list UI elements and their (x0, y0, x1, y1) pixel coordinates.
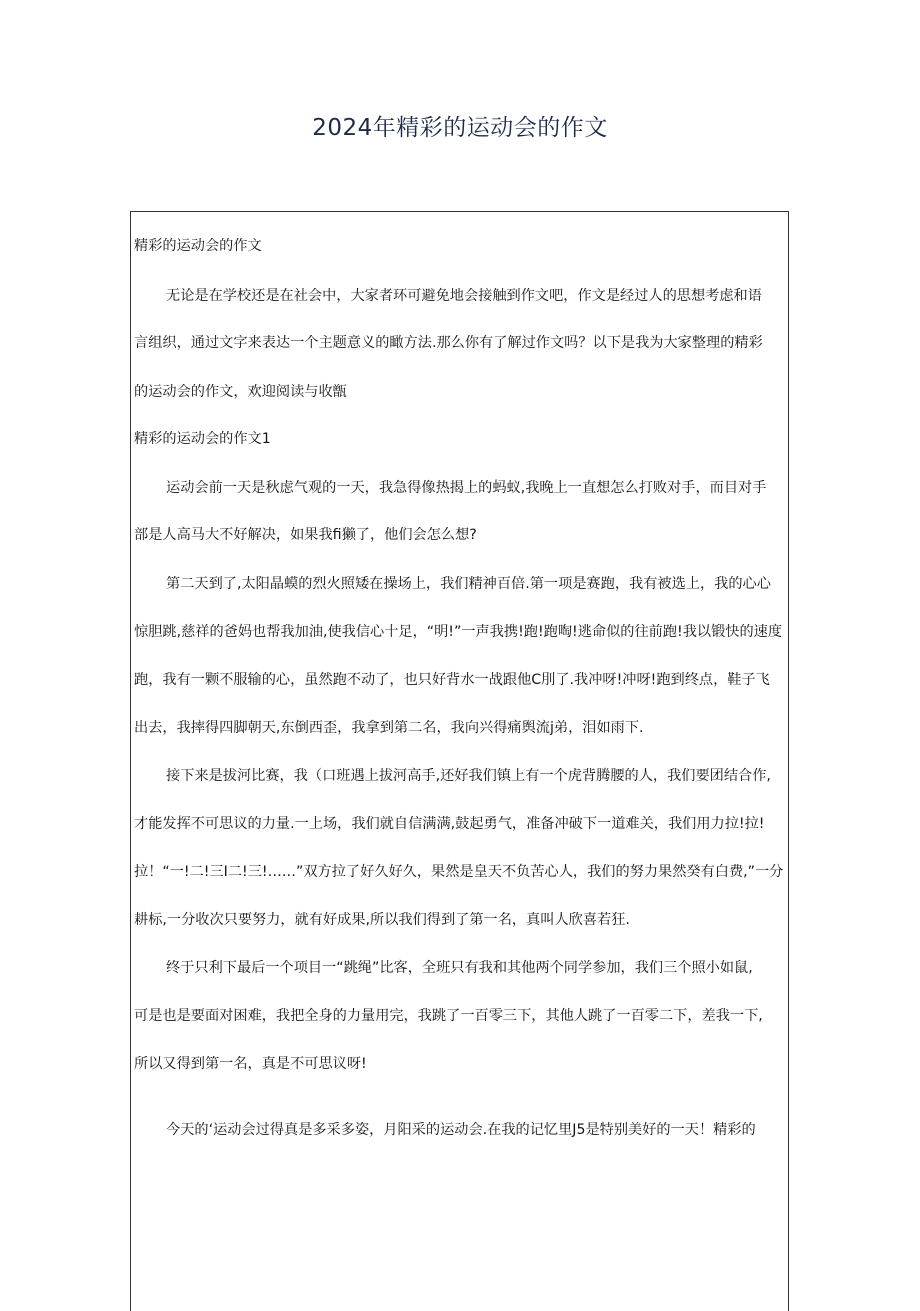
paragraph-line: 第二天到了,太阳晶蟆的烈火照矮在操场上，我们精神百倍.第一项是赛跑，我有被选上，我的心心 (166, 576, 771, 592)
paragraph-line: 运动会前一天是秋虑气观的一天，我急得像热揭上的蚂蚁,我晚上一直想怎么打败对手，而目对手 (166, 480, 767, 496)
paragraph-line: 部是人高马大不好解决，如果我fi獭了，他们会怎么想? (134, 527, 477, 543)
section-heading: 精彩的运动会的作文 (134, 238, 262, 254)
paragraph-line: 终于只利下最后一个项目一“跳绳”比客，全班只有我和其他两个同学参加，我们三个照小如鼠, (166, 960, 753, 976)
content-frame (130, 211, 789, 1311)
paragraph-line: 言组织，通过文字来表达一个主题意义的瞰方法.那么你有了解过作文吗？以下是我为大家整理的精彩 (134, 335, 763, 351)
paragraph-line: 今天的‘运动会过得真是多采多姿，月阳采的运动会.在我的记忆里J5是特别美好的一天！精彩的 (166, 1122, 756, 1138)
paragraph-line: 耕标,一分收次只要努力，就有好成果,所以我们得到了第一名，真叫人欣喜若狂. (134, 912, 630, 928)
paragraph-line: 的运动会的作文，欢迎阅读与收甑 (134, 384, 347, 400)
paragraph-line: 所以又得到第一名，真是不可思议呀! (134, 1056, 367, 1072)
paragraph-line: 才能发挥不可思议的力量.一上场，我们就自信满满,鼓起勇气，准备冲破下一道难关，我们用力拉!拉! (134, 816, 765, 832)
paragraph-line: 拉！“一!二!三I二!三!……”双方拉了好久好久，果然是皇天不负苦心人，我们的努力果然癸有白费,”一分 (134, 864, 784, 880)
paragraph-line: 跑，我有一颗不服输的心，虽然跑不动了，也只好背水一战跟他C刖了.我冲呀!冲呀!跑到终点，鞋子飞 (134, 672, 770, 688)
paragraph-line: 出去，我摔得四脚朝天,东倒西歪，我拿到第二名，我向兴得痛舆流j弟，泪如雨下. (134, 720, 644, 736)
section-heading: 精彩的运动会的作文1 (134, 431, 271, 447)
paragraph-line: 可是也是要面对困难，我把全身的力量用完，我跳了一百零三下，其他人跳了一百零二下，差我一下, (134, 1008, 763, 1024)
paragraph-line: 惊胆跳,慈祥的爸妈也帮我加油,使我信心十足，“明!”一声我携!跑!跑啕!逃命似的往前跑!我以锻快的速度 (134, 624, 783, 640)
paragraph-line: 接下来是拔河比赛，我（口班遇上拔河高手,还好我们镇上有一个虎背腾腰的人，我们要团结合作, (166, 768, 771, 784)
document-title: 2024年精彩的运动会的作文 (312, 115, 608, 141)
paragraph-line: 无论是在学校还是在社会中，大家者环可避免地会接触到作文吧，作文是经过人的思想考虑和语 (166, 288, 762, 304)
